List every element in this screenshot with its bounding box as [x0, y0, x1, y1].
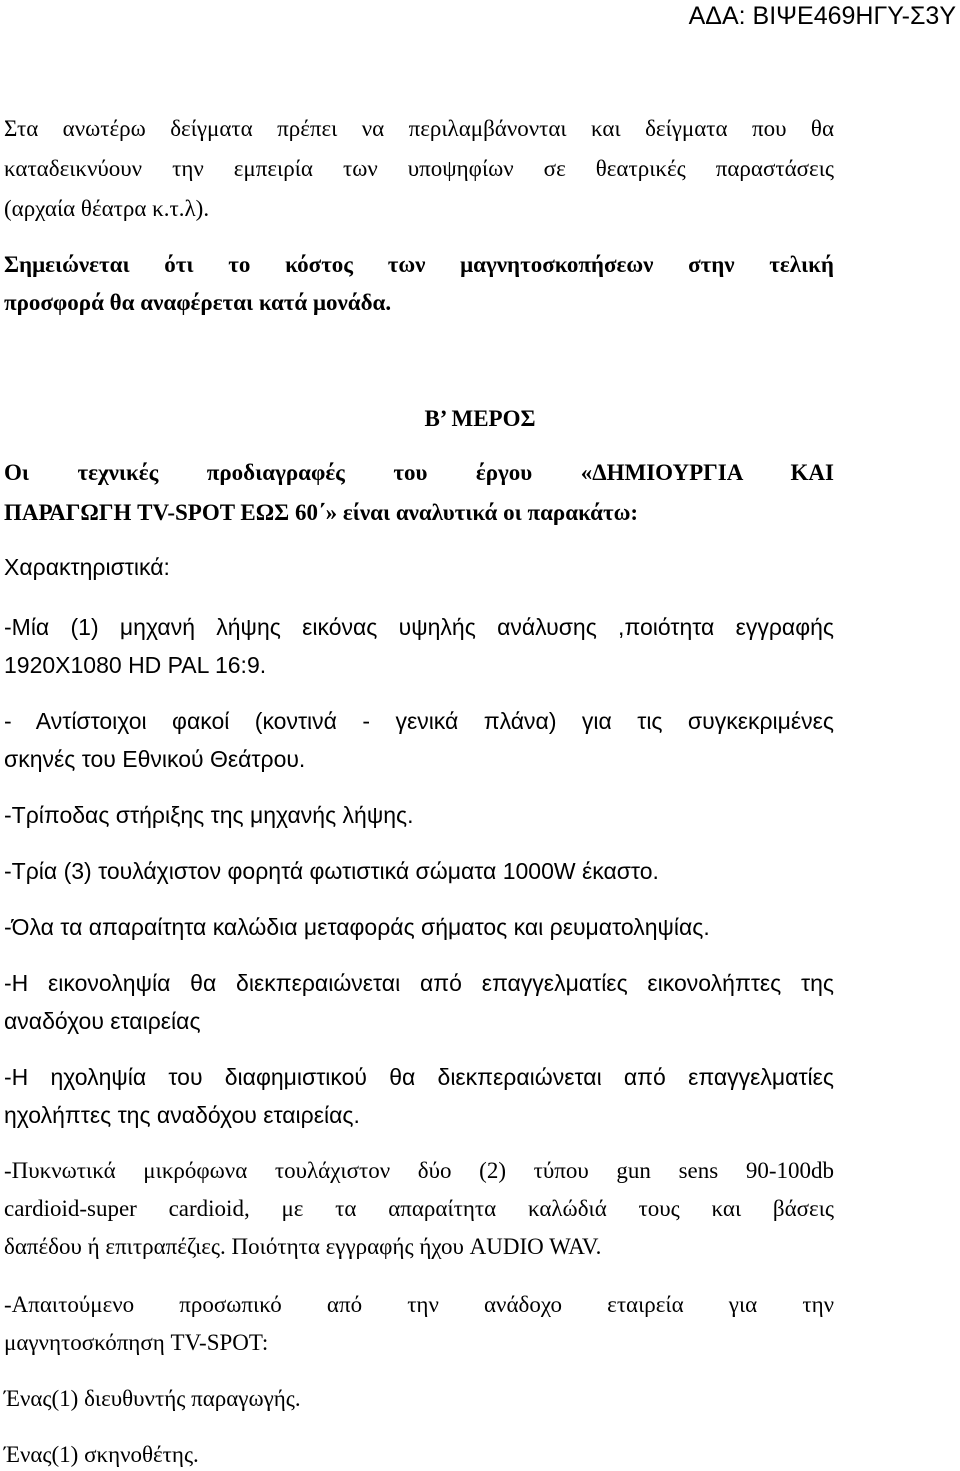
video-crew-line-1: -Η εικονοληψία θα διεκπεραιώνεται από επαγγελματίες εικονολήπτες της [4, 970, 834, 996]
tripod-item: -Τρίποδας στήριξης της μηχανής λήψης. [4, 802, 414, 828]
camera-line-2: 1920X1080 HD PAL 16:9. [4, 652, 267, 678]
intro-line-1: Στα ανωτέρω δείγματα πρέπει να περιλαμβάνονται και δείγματα που θα [4, 116, 834, 141]
staff-line-2: μαγνητοσκόπηση TV-SPOT: [4, 1330, 269, 1355]
cables-item: -Όλα τα απαραίτητα καλώδια μεταφοράς σήματος και ρευματοληψίας. [4, 914, 710, 940]
producer-item: Ένας(1) διευθυντής παραγωγής. [4, 1386, 301, 1411]
camera-line-1: -Μία (1) μηχανή λήψης εικόνας υψηλής ανάλυσης ,ποιότητα εγγραφής [4, 614, 834, 640]
lenses-line-2: σκηνές του Εθνικού Θεάτρου. [4, 746, 306, 772]
spec-intro-line-1: Οι τεχνικές προδιαγραφές του έργου «ΔΗΜΙΟΥΡΓΙΑ ΚΑΙ [4, 460, 834, 485]
lenses-line-1: - Αντίστοιχοι φακοί (κοντινά - γενικά πλάνα) για τις συγκεκριμένες [4, 708, 834, 734]
mics-line-2: cardioid-super cardioid, με τα απαραίτητα καλώδιά τους και βάσεις [4, 1196, 834, 1221]
features-label: Χαρακτηριστικά: [4, 554, 170, 580]
intro-line-3: (αρχαία θέατρα κ.τ.λ). [4, 196, 210, 221]
audio-crew-line-2: ηχολήπτες της αναδόχου εταιρείας. [4, 1102, 360, 1128]
spec-intro-line-2: ΠΑΡΑΓΩΓΗ TV-SPOT ΕΩΣ 60΄» είναι αναλυτικά οι παρακάτω: [4, 500, 639, 525]
part-b-heading: Β’ ΜΕΡΟΣ [424, 406, 536, 431]
cost-note-line-2: προσφορά θα αναφέρεται κατά μονάδα. [4, 290, 392, 315]
director-item: Ένας(1) σκηνοθέτης. [4, 1442, 199, 1467]
cost-note-line-1: Σημειώνεται ότι το κόστος των μαγνητοσκοπήσεων στην τελική [4, 252, 834, 277]
lights-item: -Τρία (3) τουλάχιστον φορητά φωτιστικά σώματα 1000W έκαστο. [4, 858, 659, 884]
mics-line-1: -Πυκνωτικά μικρόφωνα τουλάχιστον δύο (2) τύπου gun sens 90-100db [4, 1158, 834, 1183]
ada-code: ΑΔΑ: ΒΙΨΕ469ΗΓΥ-Σ3Υ [688, 2, 956, 30]
staff-line-1: -Απαιτούμενο προσωπικό από την ανάδοχο εταιρεία για την [4, 1292, 834, 1317]
mics-line-3: δαπέδου ή επιτραπέζιες. Ποιότητα εγγραφής ήχου AUDIO WAV. [4, 1234, 602, 1259]
audio-crew-line-1: -Η ηχοληψία του διαφημιστικού θα διεκπεραιώνεται από επαγγελματίες [4, 1064, 834, 1090]
intro-line-2: καταδεικνύουν την εμπειρία των υποψηφίων σε θεατρικές παραστάσεις [4, 156, 834, 181]
video-crew-line-2: αναδόχου εταιρείας [4, 1008, 201, 1034]
